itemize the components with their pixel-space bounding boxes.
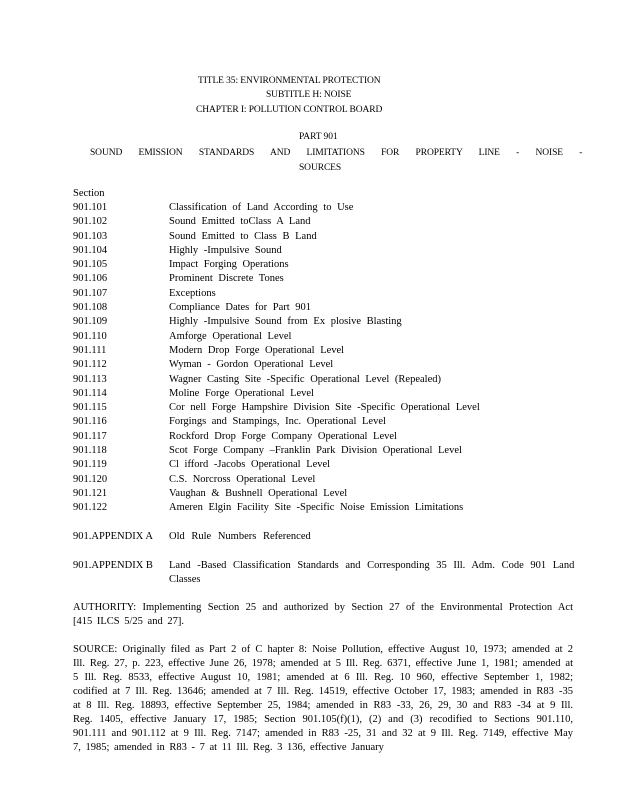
section-list <box>73 201 593 516</box>
section-table-of-contents <box>73 187 593 516</box>
appendix-a <box>73 530 593 544</box>
section-title: Prominent Discrete Tones <box>169 273 284 285</box>
appendix-number: 901.APPENDIX B <box>73 560 153 571</box>
section-title: Compliance Dates for Part 901 <box>169 302 312 314</box>
section-title: Sound Emitted toClass A Land <box>169 216 311 228</box>
section-number: 901.112 <box>73 359 107 371</box>
part-line: PART 901 <box>299 132 338 142</box>
section-title: Vaughan & Bushnell Operational Level <box>169 487 348 499</box>
title-line: TITLE 35: ENVIRONMENTAL PROTECTION <box>198 76 381 86</box>
section-title: Impact Forging Operations <box>169 259 289 271</box>
section-number: 901.114 <box>73 387 107 399</box>
section-number: 901.113 <box>73 373 107 385</box>
section-row <box>73 415 593 429</box>
section-heading: Section <box>73 188 105 199</box>
section-row <box>73 244 593 258</box>
section-title: C.S. Norcross Operational Level <box>169 473 316 485</box>
section-row <box>73 430 593 444</box>
section-number: 901.107 <box>73 287 108 299</box>
section-number: 901.110 <box>73 330 107 342</box>
section-row <box>73 330 593 344</box>
section-number: 901.120 <box>73 473 108 485</box>
section-title: Moline Forge Operational Level <box>169 387 314 399</box>
section-number: 901.116 <box>73 416 107 428</box>
section-number: 901.119 <box>73 459 107 471</box>
section-title: Scot Forge Company –Franklin Park Division Operational Level <box>169 445 462 457</box>
appendix-number: 901.APPENDIX A <box>73 531 153 542</box>
section-row <box>73 201 593 215</box>
source-paragraph: SOURCE: Originally filed as Part 2 of C hapter 8: Noise Pollution, effective August 10, 1973; amended at 2 Ill. Reg. 27, p. 223, effective June 26, 1978; amended at 5 Ill. Reg. 6371, effective June 1, 1981; amended at 5 Ill. Reg. 8533, effective August 10, 1981; amended at 6 Ill. Reg. 10 960, effective September 1, 1982; codified at 7 Ill. Reg. 13646; amended at 7 Ill. Reg. 14519, effective October 17, 1983; amended in R83 -35 at 8 Ill. Reg. 18893, effective September 25, 1984; amended in R83 -33, 26, 29, 30 and R83 -34 at 9 Ill. Reg. 1405, effective January 17, 1985; Section 901.105(f)(1), (2) and (3) recodified to Sections 901.110, 901.111 and 901.112 at 9 Ill. Reg. 7147; amended in R83 -25, 31 and 32 at 9 Ill. Reg. 7149, effective May 7, 1985; amended in R83 - 7 at 11 Ill. Reg. 3 136, effective January <box>73 644 573 753</box>
chapter-line: CHAPTER I: POLLUTION CONTROL BOARD <box>196 105 383 115</box>
section-title: Exceptions <box>169 287 216 299</box>
section-row <box>73 301 593 315</box>
section-title: Forgings and Stampings, Inc. Operational Level <box>169 416 386 428</box>
section-number: 901.106 <box>73 273 108 285</box>
section-title: Wagner Casting Site -Specific Operational Level (Repealed) <box>169 373 441 385</box>
section-title: Highly -Impulsive Sound from Ex plosive Blasting <box>169 316 402 328</box>
section-title: Amforge Operational Level <box>169 330 292 342</box>
section-row <box>73 401 593 415</box>
section-title: Rockford Drop Forge Company Operational Level <box>169 430 397 442</box>
section-title: Classification of Land According to Use <box>169 202 354 213</box>
section-title: Cl ifford -Jacobs Operational Level <box>169 459 331 471</box>
appendix-b <box>73 559 593 587</box>
authority-paragraph: AUTHORITY: Implementing Section 25 and authorized by Section 27 of the Environmental Protection Act [415 ILCS 5/25 and 27]. <box>73 602 573 627</box>
section-number: 901.104 <box>73 244 108 256</box>
appendix-title: Land -Based Classification Standards and Corresponding 35 Ill. Adm. Code 901 Land Classes <box>169 560 575 585</box>
section-row <box>73 501 593 515</box>
section-number: 901.105 <box>73 259 108 271</box>
section-number: 901.103 <box>73 230 108 242</box>
section-row <box>73 272 593 286</box>
section-number: 901.111 <box>73 344 107 356</box>
section-title: Sound Emitted to Class B Land <box>169 230 317 242</box>
section-row <box>73 315 593 329</box>
section-row <box>73 344 593 358</box>
section-row <box>73 487 593 501</box>
section-row <box>73 387 593 401</box>
section-number: 901.108 <box>73 302 108 314</box>
section-row <box>73 458 593 472</box>
section-row <box>73 230 593 244</box>
section-title: Highly -Impulsive Sound <box>169 244 282 256</box>
part-name-line: SOUND EMISSION STANDARDS AND LIMITATIONS FOR PROPERTY LINE - NOISE - <box>90 148 583 158</box>
section-row <box>73 258 593 272</box>
section-row <box>73 358 593 372</box>
section-row <box>73 444 593 458</box>
section-title: Ameren Elgin Facility Site -Specific Noise Emission Limitations <box>169 502 464 514</box>
sources-line: SOURCES <box>299 163 342 173</box>
section-number: 901.101 <box>73 202 108 213</box>
section-number: 901.109 <box>73 316 108 328</box>
appendix-title: Old Rule Numbers Referenced <box>169 531 311 542</box>
section-number: 901.117 <box>73 430 107 442</box>
section-number: 901.118 <box>73 445 107 457</box>
section-title: Cor nell Forge Hampshire Division Site -Specific Operational Level <box>169 402 480 414</box>
subtitle-line: SUBTITLE H: NOISE <box>266 90 352 100</box>
section-title: Modern Drop Forge Operational Level <box>169 344 345 356</box>
section-number: 901.115 <box>73 402 107 414</box>
section-title: Wyman - Gordon Operational Level <box>169 359 334 371</box>
section-number: 901.121 <box>73 487 108 499</box>
section-row <box>73 287 593 301</box>
section-row <box>73 473 593 487</box>
section-row <box>73 373 593 387</box>
section-number: 901.122 <box>73 502 108 514</box>
section-row <box>73 215 593 229</box>
section-number: 901.102 <box>73 216 108 228</box>
